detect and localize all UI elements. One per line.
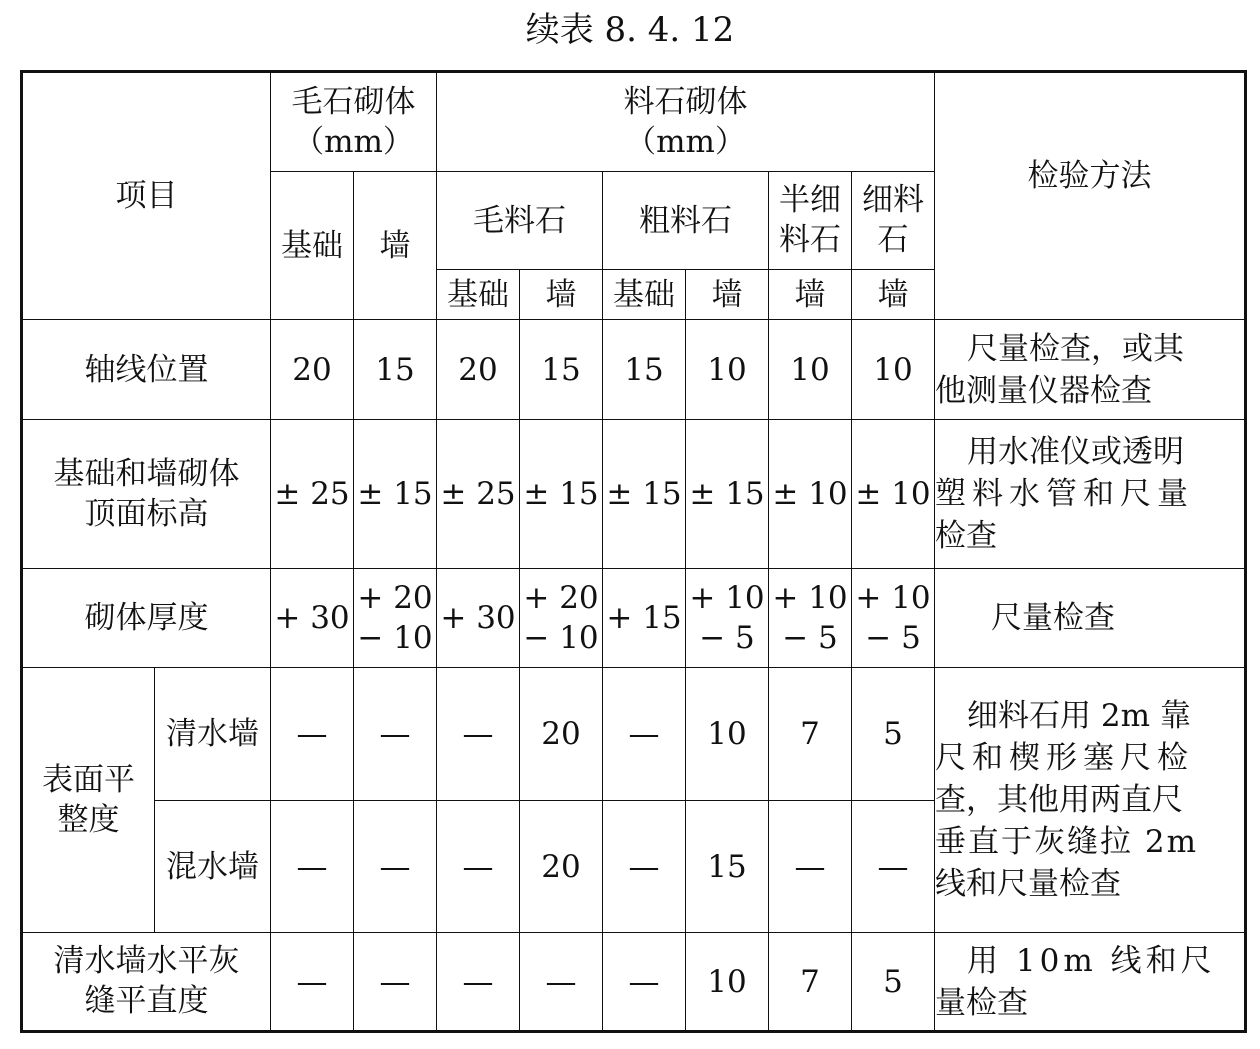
table-cell: — (354, 933, 437, 1032)
table-cell: 10 (852, 320, 935, 420)
table-cell: — (271, 668, 354, 801)
method-line: 检查 (935, 518, 998, 554)
table-cell (520, 569, 603, 668)
fine-line2: 石 (877, 222, 909, 258)
tolerance-plus: + 10 (855, 579, 931, 616)
row-subitem-mixed-wall: 混水墙 (155, 801, 271, 933)
table-cell: ± 15 (520, 420, 603, 569)
header-rubble-wall: 墙 (354, 172, 437, 320)
table-cell: — (437, 801, 520, 933)
table-cell (354, 569, 437, 668)
table-cell: — (271, 933, 354, 1032)
row-method (935, 420, 1246, 569)
table-cell: — (437, 668, 520, 801)
header-fine-wall: 墙 (852, 270, 935, 320)
table-cell: 5 (852, 933, 935, 1032)
tolerance-minus: − 10 (357, 619, 433, 656)
item-line: 表面平 (42, 761, 135, 798)
method-line: 尺量检查，或其 (967, 330, 1185, 367)
tolerance-minus: − 5 (865, 619, 921, 656)
table-cell: 10 (686, 668, 769, 801)
table-cell: 15 (354, 320, 437, 420)
tolerance-plus: + 10 (772, 579, 848, 616)
fine-line1: 细料 (862, 182, 925, 218)
header-rough-foundation: 基础 (437, 270, 520, 320)
semi-fine-line1: 半细 (779, 182, 841, 218)
tolerance-minus: − 5 (699, 619, 755, 656)
table-cell: — (603, 933, 686, 1032)
row-item: 轴线位置 (22, 320, 271, 420)
table-cell: ± 10 (769, 420, 852, 569)
table-cell: 20 (271, 320, 354, 420)
row-method (935, 569, 1246, 668)
table-cell (852, 569, 935, 668)
header-rubble-masonry (271, 72, 437, 172)
table-cell: + 30 (271, 569, 354, 668)
row-item-flatness (22, 668, 155, 933)
dressed-masonry-label: 料石砌体 (623, 83, 748, 120)
table-row (22, 933, 1246, 1032)
table-cell: 20 (437, 320, 520, 420)
table-cell: 7 (769, 668, 852, 801)
method-line: 量检查 (935, 984, 1029, 1021)
table-cell: + 15 (603, 569, 686, 668)
table-cell: — (769, 801, 852, 933)
table-cell (769, 569, 852, 668)
header-fine-stone (852, 172, 935, 270)
method-line: 他测量仪器检查 (935, 372, 1153, 409)
row-method (935, 668, 1246, 933)
table-cell: ± 10 (852, 420, 935, 569)
table-row (22, 668, 1246, 801)
table-cell: 15 (520, 320, 603, 420)
method-line: 尺和楔形塞尺检 (935, 740, 1195, 776)
item-line: 顶面标高 (84, 495, 209, 532)
table-cell: — (354, 801, 437, 933)
header-rubble-foundation: 基础 (271, 172, 354, 320)
method-line: 塑料水管和尺量 (935, 476, 1195, 512)
method-line: 细料石用 2m 靠 (967, 698, 1191, 734)
table-cell: 15 (603, 320, 686, 420)
table-cell: 10 (686, 320, 769, 420)
header-semi-fine-wall: 墙 (769, 270, 852, 320)
header-rough-stone: 毛料石 (437, 172, 603, 270)
table-cell: — (852, 801, 935, 933)
table-cell: 15 (686, 801, 769, 933)
table-cell: — (603, 668, 686, 801)
item-line: 基础和墙砌体 (53, 455, 240, 492)
tolerance-plus: + 20 (357, 579, 433, 616)
method-line: 垂直于灰缝拉 2m (935, 824, 1199, 860)
rubble-masonry-unit: （mm） (293, 123, 414, 160)
table-caption: 续表 8. 4. 12 (525, 10, 735, 50)
method-line: 尺量检查 (991, 600, 1116, 636)
table-cell: ± 15 (354, 420, 437, 569)
header-rough-wall: 墙 (520, 270, 603, 320)
table-cell: 10 (686, 933, 769, 1032)
header-coarse-foundation: 基础 (603, 270, 686, 320)
tolerance-plus: + 10 (689, 579, 765, 616)
table-cell: — (437, 933, 520, 1032)
header-item: 项目 (22, 72, 271, 320)
table-cell: — (603, 801, 686, 933)
table-cell: 20 (520, 668, 603, 801)
header-dressed-masonry (437, 72, 935, 172)
table-cell: 7 (769, 933, 852, 1032)
table-cell: — (354, 668, 437, 801)
table-cell: ± 15 (686, 420, 769, 569)
rubble-masonry-label: 毛石砌体 (291, 83, 416, 120)
table-cell: ± 15 (603, 420, 686, 569)
table-cell: 5 (852, 668, 935, 801)
row-item (22, 420, 271, 569)
method-line: 线和尺量检查 (935, 866, 1122, 902)
header-coarse-wall: 墙 (686, 270, 769, 320)
method-line: 用 10m 线和尺 (967, 942, 1216, 979)
row-method (935, 320, 1246, 420)
table-cell: 20 (520, 801, 603, 933)
table-cell: ± 25 (271, 420, 354, 569)
tolerance-plus: + 20 (523, 579, 599, 616)
table-cell: — (271, 801, 354, 933)
table-cell: ± 25 (437, 420, 520, 569)
table-cell (686, 569, 769, 668)
item-line: 清水墙水平灰 (53, 943, 240, 979)
header-semi-fine-stone (769, 172, 852, 270)
row-item (22, 933, 271, 1032)
method-line: 用水准仪或透明 (967, 434, 1185, 470)
table-row (22, 320, 1246, 420)
inspection-table (20, 70, 1247, 1033)
table-row (22, 420, 1246, 569)
table-row (22, 569, 1246, 668)
dressed-masonry-unit: （mm） (625, 123, 746, 160)
item-line: 缝平直度 (84, 983, 209, 1019)
row-method (935, 933, 1246, 1032)
header-method: 检验方法 (935, 72, 1246, 320)
row-item: 砌体厚度 (22, 569, 271, 668)
tolerance-minus: − 5 (782, 619, 838, 656)
table-cell: — (520, 933, 603, 1032)
table-cell: 10 (769, 320, 852, 420)
method-line: 查，其他用两直尺 (935, 782, 1184, 818)
semi-fine-line2: 料石 (779, 222, 841, 258)
row-subitem-fair-wall: 清水墙 (155, 668, 271, 801)
item-line: 整度 (57, 801, 120, 838)
table-cell: + 30 (437, 569, 520, 668)
header-coarse-stone: 粗料石 (603, 172, 769, 270)
tolerance-minus: − 10 (523, 619, 599, 656)
